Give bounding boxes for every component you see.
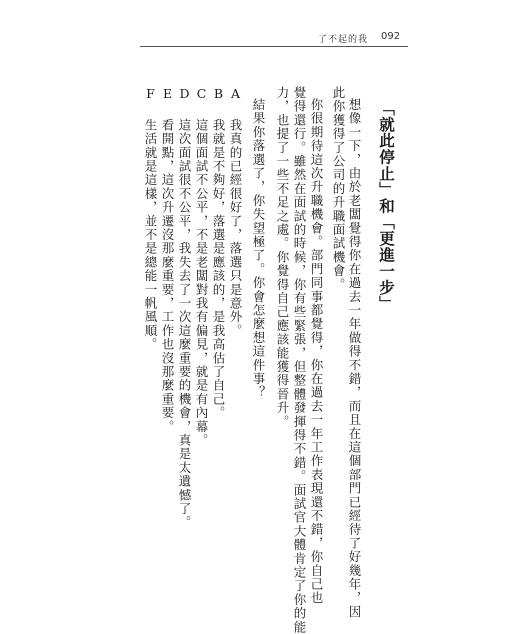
running-title: 了不起的我 [318,35,369,45]
option-a: A 我真的已經很好了，落選只是意外。 [228,86,243,338]
body-line: 結果你落選了，你失望極了。你會怎麼想這件事？ [251,98,266,400]
option-d: D 這次面試很不公平，我失去了一次這麼重要的機會，真是太遺憾了。 [177,86,192,530]
option-f: F 生活就是這樣，並不是總能一帆風順。 [143,86,158,352]
header-rule [140,46,408,47]
section-heading: 「就此停止」和「更進一步」 [377,100,395,312]
page-number: 092 [381,31,401,42]
option-e: E 看開點，這次升遷沒那麼重要，工作也沒那麼重要。 [160,86,175,434]
option-c: C 這個面試不公平，不是老闆對我有偏見，就是有內幕。 [194,86,209,448]
body-line: 力，也提了一些不足之處。你覺得自己應該能獲得晉升。 [275,86,290,429]
option-b: B 我就是不夠好，落選是應該的，是我高估了自己。 [211,86,226,420]
body-line: 此你獲得了公司的升職面試機會。 [331,86,346,292]
body-line: 想像一下，由於老闆覺得你在過去一年做得不錯，而且在這個部門已經待了好幾年，因 [347,98,362,619]
body-line: 你很期待這次升職機會。部門同事都覺得，你在過去一年工作表現還不錯，你自己也 [309,98,324,605]
body-line: 覺得還行。雖然在面試的時候，你有些緊張，但整體發揮得不錯。面試官大體肯定了你的能 [292,86,307,634]
